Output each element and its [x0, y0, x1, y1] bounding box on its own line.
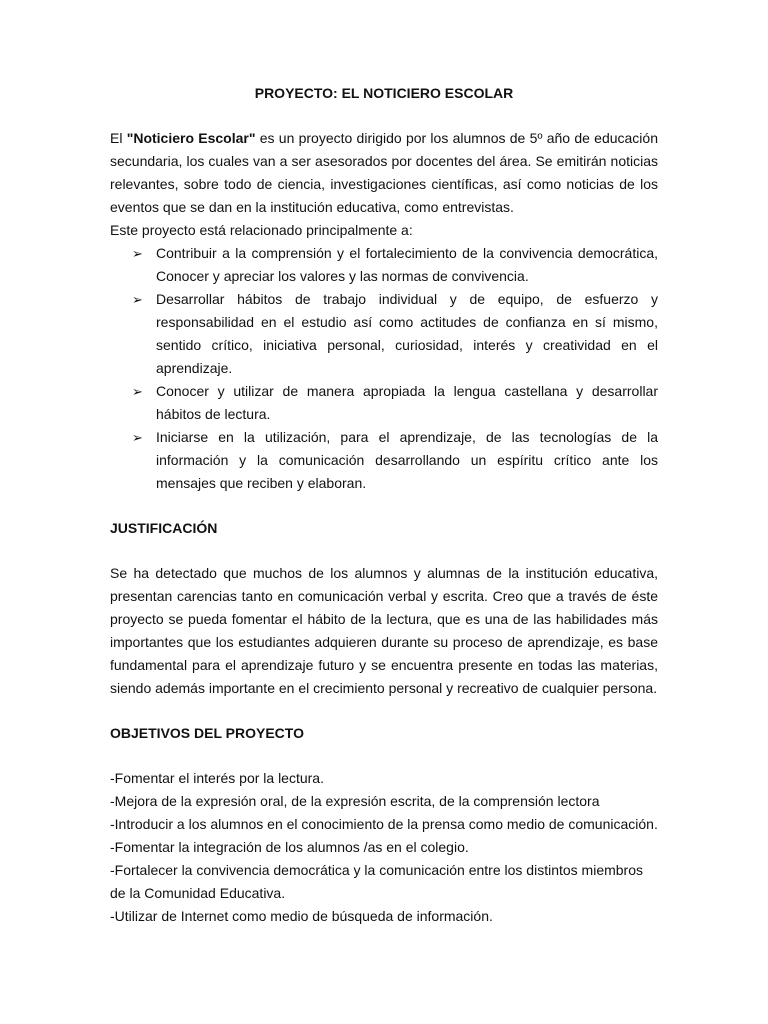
arrow-bullet-icon: ➢: [132, 292, 143, 307]
intro-paragraph: [110, 127, 658, 219]
document-page: [110, 82, 658, 928]
bullet-text: Iniciarse en la utilización, para el aprendizaje, de las tecnologías de la información y la comunicación desarrollando un espíritu crítico ante los mensajes que reciben y elaboran.: [156, 429, 658, 491]
bullet-list: [110, 242, 658, 495]
objective-item: -Mejora de la expresión oral, de la expresión escrita, de la comprensión lectora: [110, 793, 600, 809]
bullet-item: [110, 288, 658, 380]
intro-bold-name: "Noticiero Escolar": [126, 130, 256, 146]
objective-item: -Fomentar el interés por la lectura.: [110, 770, 324, 786]
intro-prefix: El: [110, 130, 127, 146]
objectives-heading: OBJETIVOS DEL PROYECTO: [110, 725, 304, 741]
bullet-text: Contribuir a la comprensión y el fortalecimiento de la convivencia democrática, Conocer y apreciar los valores y las normas de convivencia.: [156, 245, 658, 284]
objective-item: -Fomentar la integración de los alumnos /as en el colegio.: [110, 839, 469, 855]
objective-item: -Fortalecer la convivencia democrática y la comunicación entre los distintos miembros de la Comunidad Educativa.: [110, 862, 643, 901]
bullet-item: [110, 242, 658, 288]
bullet-text: Conocer y utilizar de manera apropiada la lengua castellana y desarrollar hábitos de lectura.: [156, 383, 658, 422]
arrow-bullet-icon: ➢: [132, 430, 143, 445]
arrow-bullet-icon: ➢: [132, 384, 143, 399]
justification-paragraph: Se ha detectado que muchos de los alumnos y alumnas de la institución educativa, presentan carencias tanto en comunicación verbal y escrita. Creo que a través de éste proyecto se pueda fomentar el hábito de la lectura, que es una de las habilidades más importantes que los estudiantes adquieren durante su proceso de aprendizaje, es base fundamental para el aprendizaje futuro y se encuentra presente en todas las materias, siendo además importante en el crecimiento personal y recreativo de cualquier persona.: [110, 565, 658, 696]
objective-item: -Utilizar de Internet como medio de búsqueda de información.: [110, 908, 493, 924]
intro-rest: es un proyecto dirigido por los alumnos de 5º año de educación secundaria, los cuales van a ser asesorados por docentes del área. Se emitirán noticias relevantes, sobre todo de ciencia, investigaciones científicas, así como noticias de los eventos que se dan en la institución educativa, como entrevistas.: [110, 130, 658, 215]
related-line: Este proyecto está relacionado principalmente a:: [110, 222, 413, 238]
bullet-item: [110, 380, 658, 426]
bullet-text: Desarrollar hábitos de trabajo individual y de equipo, de esfuerzo y responsabilidad en el estudio así como actitudes de confianza en sí mismo, sentido crítico, iniciativa personal, curiosidad, interés y creatividad en el aprendizaje.: [156, 291, 658, 376]
arrow-bullet-icon: ➢: [132, 246, 143, 261]
justification-heading: JUSTIFICACIÓN: [110, 520, 218, 536]
document-title: PROYECTO: EL NOTICIERO ESCOLAR: [254, 85, 514, 101]
bullet-item: [110, 426, 658, 495]
objective-item: -Introducir a los alumnos en el conocimiento de la prensa como medio de comunicación.: [110, 816, 658, 832]
objectives-list: [110, 767, 658, 928]
